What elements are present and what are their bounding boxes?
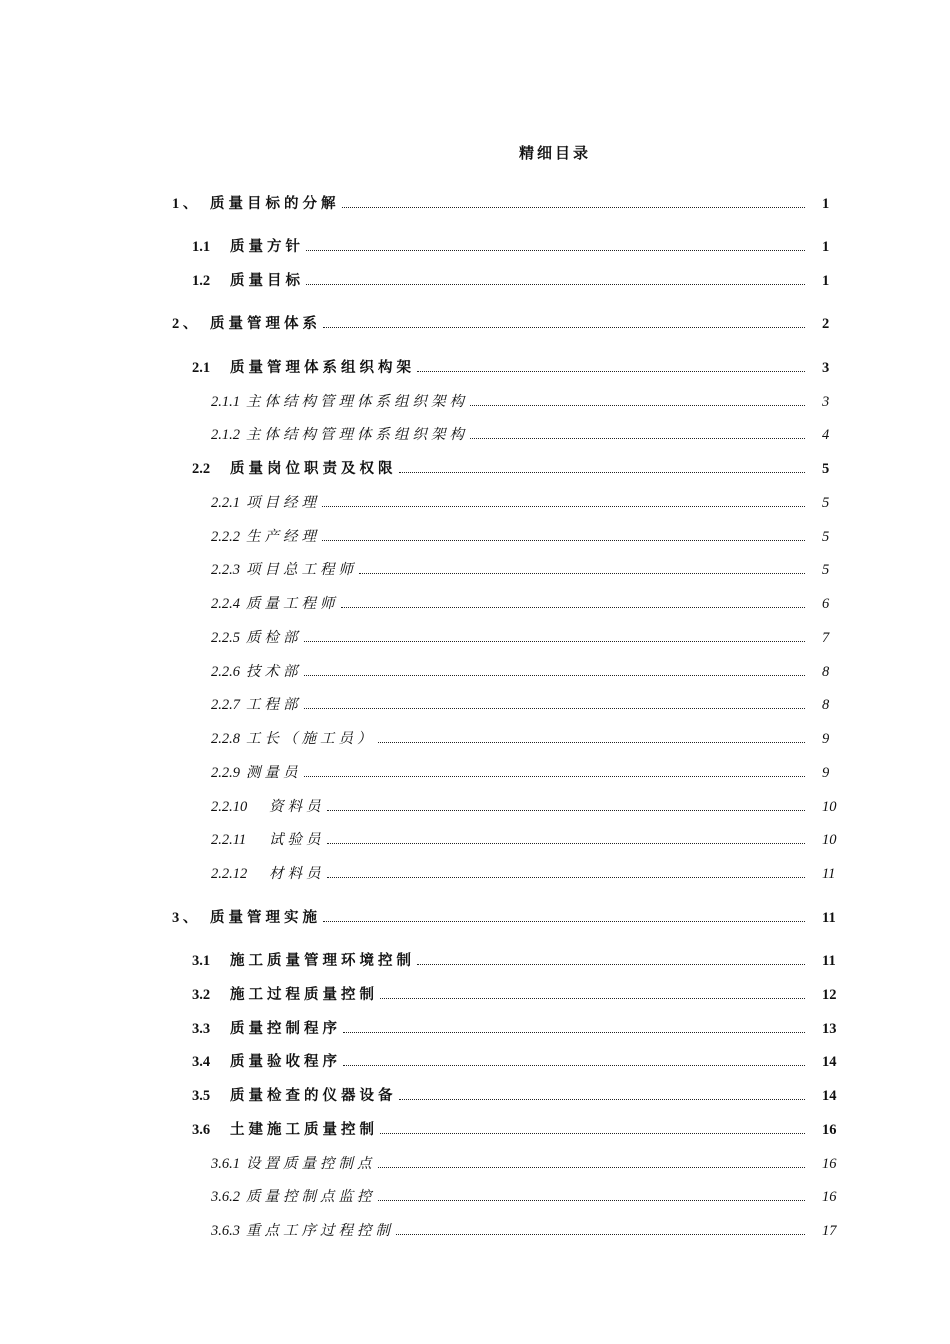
toc-entry[interactable] [0,1119,950,1141]
toc-entry-title: 质量目标的分解 [210,196,340,212]
toc-entry-page-number: 10 [822,799,837,815]
toc-entry-page-number: 3 [822,394,830,410]
toc-entry-page-number: 9 [822,731,830,747]
toc-entry[interactable] [0,728,950,750]
toc-entry-title: 测量员 [246,765,302,781]
toc-dot-leader [396,1233,805,1235]
toc-dot-leader [341,606,806,608]
toc-dot-leader [399,1098,806,1100]
toc-dot-leader [304,674,806,676]
toc-entry[interactable] [0,984,950,1006]
toc-dot-leader [470,437,805,439]
toc-entry-page-number: 8 [822,664,830,680]
toc-entry-title: 主体结构管理体系组织架构 [246,394,468,410]
toc-entry-page-number: 2 [822,316,830,332]
toc-entry-title: 设置质量控制点 [246,1156,376,1172]
toc-entry-number: 2.1.1 [211,394,240,410]
toc-entry-page-number: 11 [822,910,836,926]
toc-entry-lead [192,236,805,258]
toc-entry-page-number: 5 [822,495,830,511]
toc-entry-lead [192,357,805,379]
toc-dot-leader [359,572,805,574]
toc-dot-leader [380,997,805,999]
toc-entry-number: 2.2.9 [211,765,240,781]
toc-entry-lead [192,1085,805,1107]
toc-entry-title: 工程部 [246,697,302,713]
toc-entry-title: 质量方针 [230,239,304,255]
toc-dot-leader [343,1031,805,1033]
toc-entry-title: 质量管理实施 [210,910,321,926]
toc-dot-leader [417,370,805,372]
toc-entry-number: 2.2 [192,461,211,477]
toc-dot-leader [322,505,805,507]
toc-entry[interactable] [0,526,950,548]
toc-entry[interactable] [0,950,950,972]
toc-entry-page-number: 5 [822,529,830,545]
toc-entry-lead [211,796,805,818]
toc-entry-number: 2.2.11 [211,832,247,848]
toc-entry-number: 2 、 [172,316,198,332]
toc-dot-leader [470,404,805,406]
toc-entry[interactable] [0,1153,950,1175]
toc-entry-lead [192,1119,805,1141]
toc-entry-lead [211,559,805,581]
toc-entry-page-number: 16 [822,1122,837,1138]
toc-entry-number: 2.2.5 [211,630,240,646]
toc-dot-leader [342,206,806,208]
toc-entry[interactable] [0,1051,950,1073]
toc-entry[interactable] [0,907,950,929]
toc-dot-leader [306,283,805,285]
toc-entry-title: 质量控制点监控 [246,1189,376,1205]
toc-dot-leader [322,539,805,541]
toc-entry-title: 质量工程师 [246,596,339,612]
toc-entry-page-number: 7 [822,630,830,646]
toc-entry[interactable] [0,424,950,446]
toc-entry-number: 1.1 [192,239,211,255]
toc-dot-leader [380,1132,805,1134]
toc-entry-number: 2.1 [192,360,211,376]
toc-entry-title: 项目总工程师 [246,562,357,578]
toc-dot-leader [304,640,806,642]
toc-entry-page-number: 4 [822,427,830,443]
toc-entry-lead [211,661,805,683]
toc-entry-page-number: 3 [822,360,830,376]
toc-entry[interactable] [0,1018,950,1040]
toc-entry[interactable] [0,1220,950,1242]
toc-entry-page-number: 13 [822,1021,837,1037]
toc-entry-number: 3.6.3 [211,1223,240,1239]
toc-entry-page-number: 16 [822,1156,837,1172]
toc-entry-lead [192,950,805,972]
toc-entry-number: 3.6.1 [211,1156,240,1172]
toc-entry-title: 材料员 [269,866,325,882]
toc-entry-lead [211,424,805,446]
toc-entry-lead [211,391,805,413]
toc-entry-page-number: 11 [822,866,836,882]
toc-entry-page-number: 12 [822,987,837,1003]
toc-entry-number: 3.6.2 [211,1189,240,1205]
toc-entry-page-number: 16 [822,1189,837,1205]
toc-entry-title: 资料员 [269,799,325,815]
toc-entry-title: 施工质量管理环境控制 [230,953,415,969]
toc-entry[interactable] [0,559,950,581]
toc-entry-title: 工长（施工员） [246,731,376,747]
toc-entry-lead [192,270,805,292]
toc-entry-lead [211,1186,805,1208]
toc-dot-leader [399,471,806,473]
toc-entry-number: 3 、 [172,910,198,926]
toc-entry-title: 质量目标 [230,273,304,289]
toc-entry-page-number: 6 [822,596,830,612]
toc-entry-lead [211,762,805,784]
toc-entry-lead [211,627,805,649]
toc-entry-page-number: 11 [822,953,836,969]
toc-entry-number: 3.2 [192,987,211,1003]
toc-entry-page-number: 5 [822,562,830,578]
toc-dot-leader [323,920,805,922]
toc-dot-leader [378,1199,806,1201]
toc-entry[interactable] [0,458,950,480]
page-title: 精细目录 [518,146,591,162]
toc-entry-lead [192,984,805,1006]
toc-entry-title: 质量检查的仪器设备 [230,1088,397,1104]
toc-entry-lead [211,1153,805,1175]
toc-entry[interactable] [0,863,950,885]
toc-entry-lead [192,1018,805,1040]
toc-entry[interactable] [0,492,950,514]
toc-entry-number: 2.2.10 [211,799,248,815]
toc-entry-lead [211,829,805,851]
toc-entry[interactable] [0,796,950,818]
toc-entry-page-number: 8 [822,697,830,713]
toc-entry[interactable] [0,236,950,258]
toc-entry-lead [211,1220,805,1242]
toc-entry-number: 2.1.2 [211,427,240,443]
toc-entry-lead [192,458,805,480]
toc-entry-number: 2.2.7 [211,697,240,713]
toc-entry-number: 3.3 [192,1021,211,1037]
toc-entry[interactable] [0,270,950,292]
toc-entry-number: 2.2.3 [211,562,240,578]
toc-entry-number: 2.2.8 [211,731,240,747]
toc-entry-number: 2.2.6 [211,664,240,680]
toc-entry-lead [172,907,805,929]
toc-entry[interactable] [0,829,950,851]
toc-entry-number: 2.2.4 [211,596,240,612]
toc-entry-lead [172,193,805,215]
toc-entry[interactable] [0,193,950,215]
toc-entry-lead [211,863,805,885]
toc-entry-lead [172,313,805,335]
toc-entry[interactable] [0,627,950,649]
toc-entry-title: 质量验收程序 [230,1054,341,1070]
toc-dot-leader [304,707,806,709]
toc-entry-title: 重点工序过程控制 [246,1223,394,1239]
toc-entry-number: 3.1 [192,953,211,969]
toc-entry-number: 1.2 [192,273,211,289]
toc-entry-title: 质量管理体系 [210,316,321,332]
toc-entry-number: 3.4 [192,1054,211,1070]
toc-entry[interactable] [0,357,950,379]
toc-entry-lead [211,526,805,548]
toc-entry[interactable] [0,593,950,615]
toc-entry[interactable] [0,694,950,716]
toc-entry-title: 技术部 [246,664,302,680]
toc-entry-number: 2.2.1 [211,495,240,511]
toc-dot-leader [327,809,806,811]
toc-entry-number: 3.6 [192,1122,211,1138]
toc-entry[interactable] [0,391,950,413]
toc-entry-lead [211,593,805,615]
toc-dot-leader [306,249,805,251]
toc-entry-title: 质量控制程序 [230,1021,341,1037]
toc-entry-page-number: 14 [822,1054,837,1070]
toc-entry-title: 施工过程质量控制 [230,987,378,1003]
toc-entry-page-number: 9 [822,765,830,781]
toc-entry-page-number: 1 [822,196,830,212]
toc-dot-leader [304,775,806,777]
toc-entry-number: 1 、 [172,196,198,212]
toc-entry-number: 2.2.2 [211,529,240,545]
toc-entry-page-number: 1 [822,273,830,289]
toc-dot-leader [323,326,805,328]
toc-entry-number: 3.5 [192,1088,211,1104]
toc-dot-leader [327,842,806,844]
toc-entry-title: 主体结构管理体系组织架构 [246,427,468,443]
toc-entry-page-number: 14 [822,1088,837,1104]
toc-dot-leader [378,741,806,743]
toc-entry-lead [211,728,805,750]
toc-entry[interactable] [0,762,950,784]
toc-entry-number: 2.2.12 [211,866,248,882]
toc-entry-title: 质量岗位职责及权限 [230,461,397,477]
toc-entry-title: 质量管理体系组织构架 [230,360,415,376]
toc-entry-page-number: 10 [822,832,837,848]
toc-dot-leader [327,876,806,878]
toc-entry-title: 质检部 [246,630,302,646]
toc-entry-title: 生产经理 [246,529,320,545]
toc-entry-title: 试验员 [269,832,325,848]
toc-dot-leader [417,963,805,965]
toc-dot-leader [343,1064,805,1066]
toc-entry[interactable] [0,1085,950,1107]
toc-entry[interactable] [0,313,950,335]
toc-entry-lead [192,1051,805,1073]
toc-entry-page-number: 1 [822,239,830,255]
toc-entry-title: 土建施工质量控制 [230,1122,378,1138]
toc-entry-lead [211,492,805,514]
toc-entry[interactable] [0,1186,950,1208]
toc-dot-leader [378,1166,806,1168]
toc-entry-page-number: 17 [822,1223,837,1239]
toc-entry-lead [211,694,805,716]
toc-entry-title: 项目经理 [246,495,320,511]
toc-entry-page-number: 5 [822,461,830,477]
toc-entry[interactable] [0,661,950,683]
